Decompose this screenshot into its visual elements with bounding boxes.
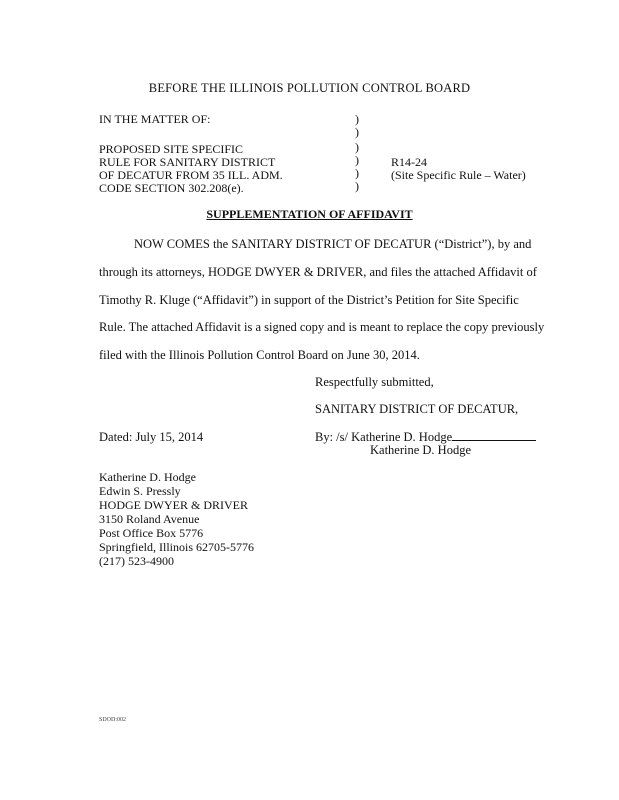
caption-line-4: RULE FOR SANITARY DISTRICT: [99, 155, 276, 169]
caption-paren: ): [355, 125, 359, 139]
footer-code: SDOD:002: [99, 717, 127, 723]
signer-name: Katherine D. Hodge: [370, 443, 472, 457]
board-heading: BEFORE THE ILLINOIS POLLUTION CONTROL BOARD: [148, 81, 471, 95]
date-line: Dated: July 15, 2014: [99, 430, 204, 444]
caption-line-3: PROPOSED SITE SPECIFIC: [99, 142, 244, 156]
caption-line-6: CODE SECTION 302.208(e).: [99, 181, 244, 195]
counsel-line: Katherine D. Hodge: [99, 470, 196, 484]
counsel-line: Edwin S. Pressly: [99, 484, 181, 498]
body-line-1: NOW COMES the SANITARY DISTRICT OF DECATUR (“District”), by and: [134, 237, 532, 251]
caption-line-5: OF DECATUR FROM 35 ILL. ADM.: [99, 168, 283, 182]
signature-line: [315, 430, 536, 444]
caption-paren: ): [355, 112, 359, 126]
body-line-5: filed with the Illinois Pollution Control Board on June 30, 2014.: [99, 348, 420, 362]
caption-line-1: IN THE MATTER OF:: [99, 112, 211, 126]
case-type: (Site Specific Rule – Water): [391, 168, 526, 182]
case-number: R14-24: [391, 155, 427, 169]
body-line-4: Rule. The attached Affidavit is a signed copy and is meant to replace the copy previously: [99, 320, 545, 334]
counsel-line: (217) 523-4900: [99, 554, 174, 568]
body-line-2: through its attorneys, HODGE DWYER & DRIVER, and files the attached Affidavit of: [99, 265, 537, 279]
counsel-line: Post Office Box 5776: [99, 526, 204, 540]
caption-paren: ): [355, 140, 359, 154]
caption-paren: ): [355, 166, 359, 180]
counsel-line: 3150 Roland Avenue: [99, 512, 200, 526]
counsel-line: Springfield, Illinois 62705-5776: [99, 540, 254, 554]
party-name: SANITARY DISTRICT OF DECATUR,: [315, 402, 519, 416]
caption-paren: ): [355, 153, 359, 167]
caption-paren: ): [355, 179, 359, 193]
signature-underline: [452, 430, 536, 441]
respectfully-submitted: Respectfully submitted,: [315, 375, 434, 389]
signature-text: By: /s/ Katherine D. Hodge: [315, 430, 453, 444]
counsel-line: HODGE DWYER & DRIVER: [99, 498, 248, 512]
body-line-3: Timothy R. Kluge (“Affidavit”) in support of the District’s Petition for Site Specific: [99, 293, 519, 307]
document-title: SUPPLEMENTATION OF AFFIDAVIT: [206, 207, 413, 221]
